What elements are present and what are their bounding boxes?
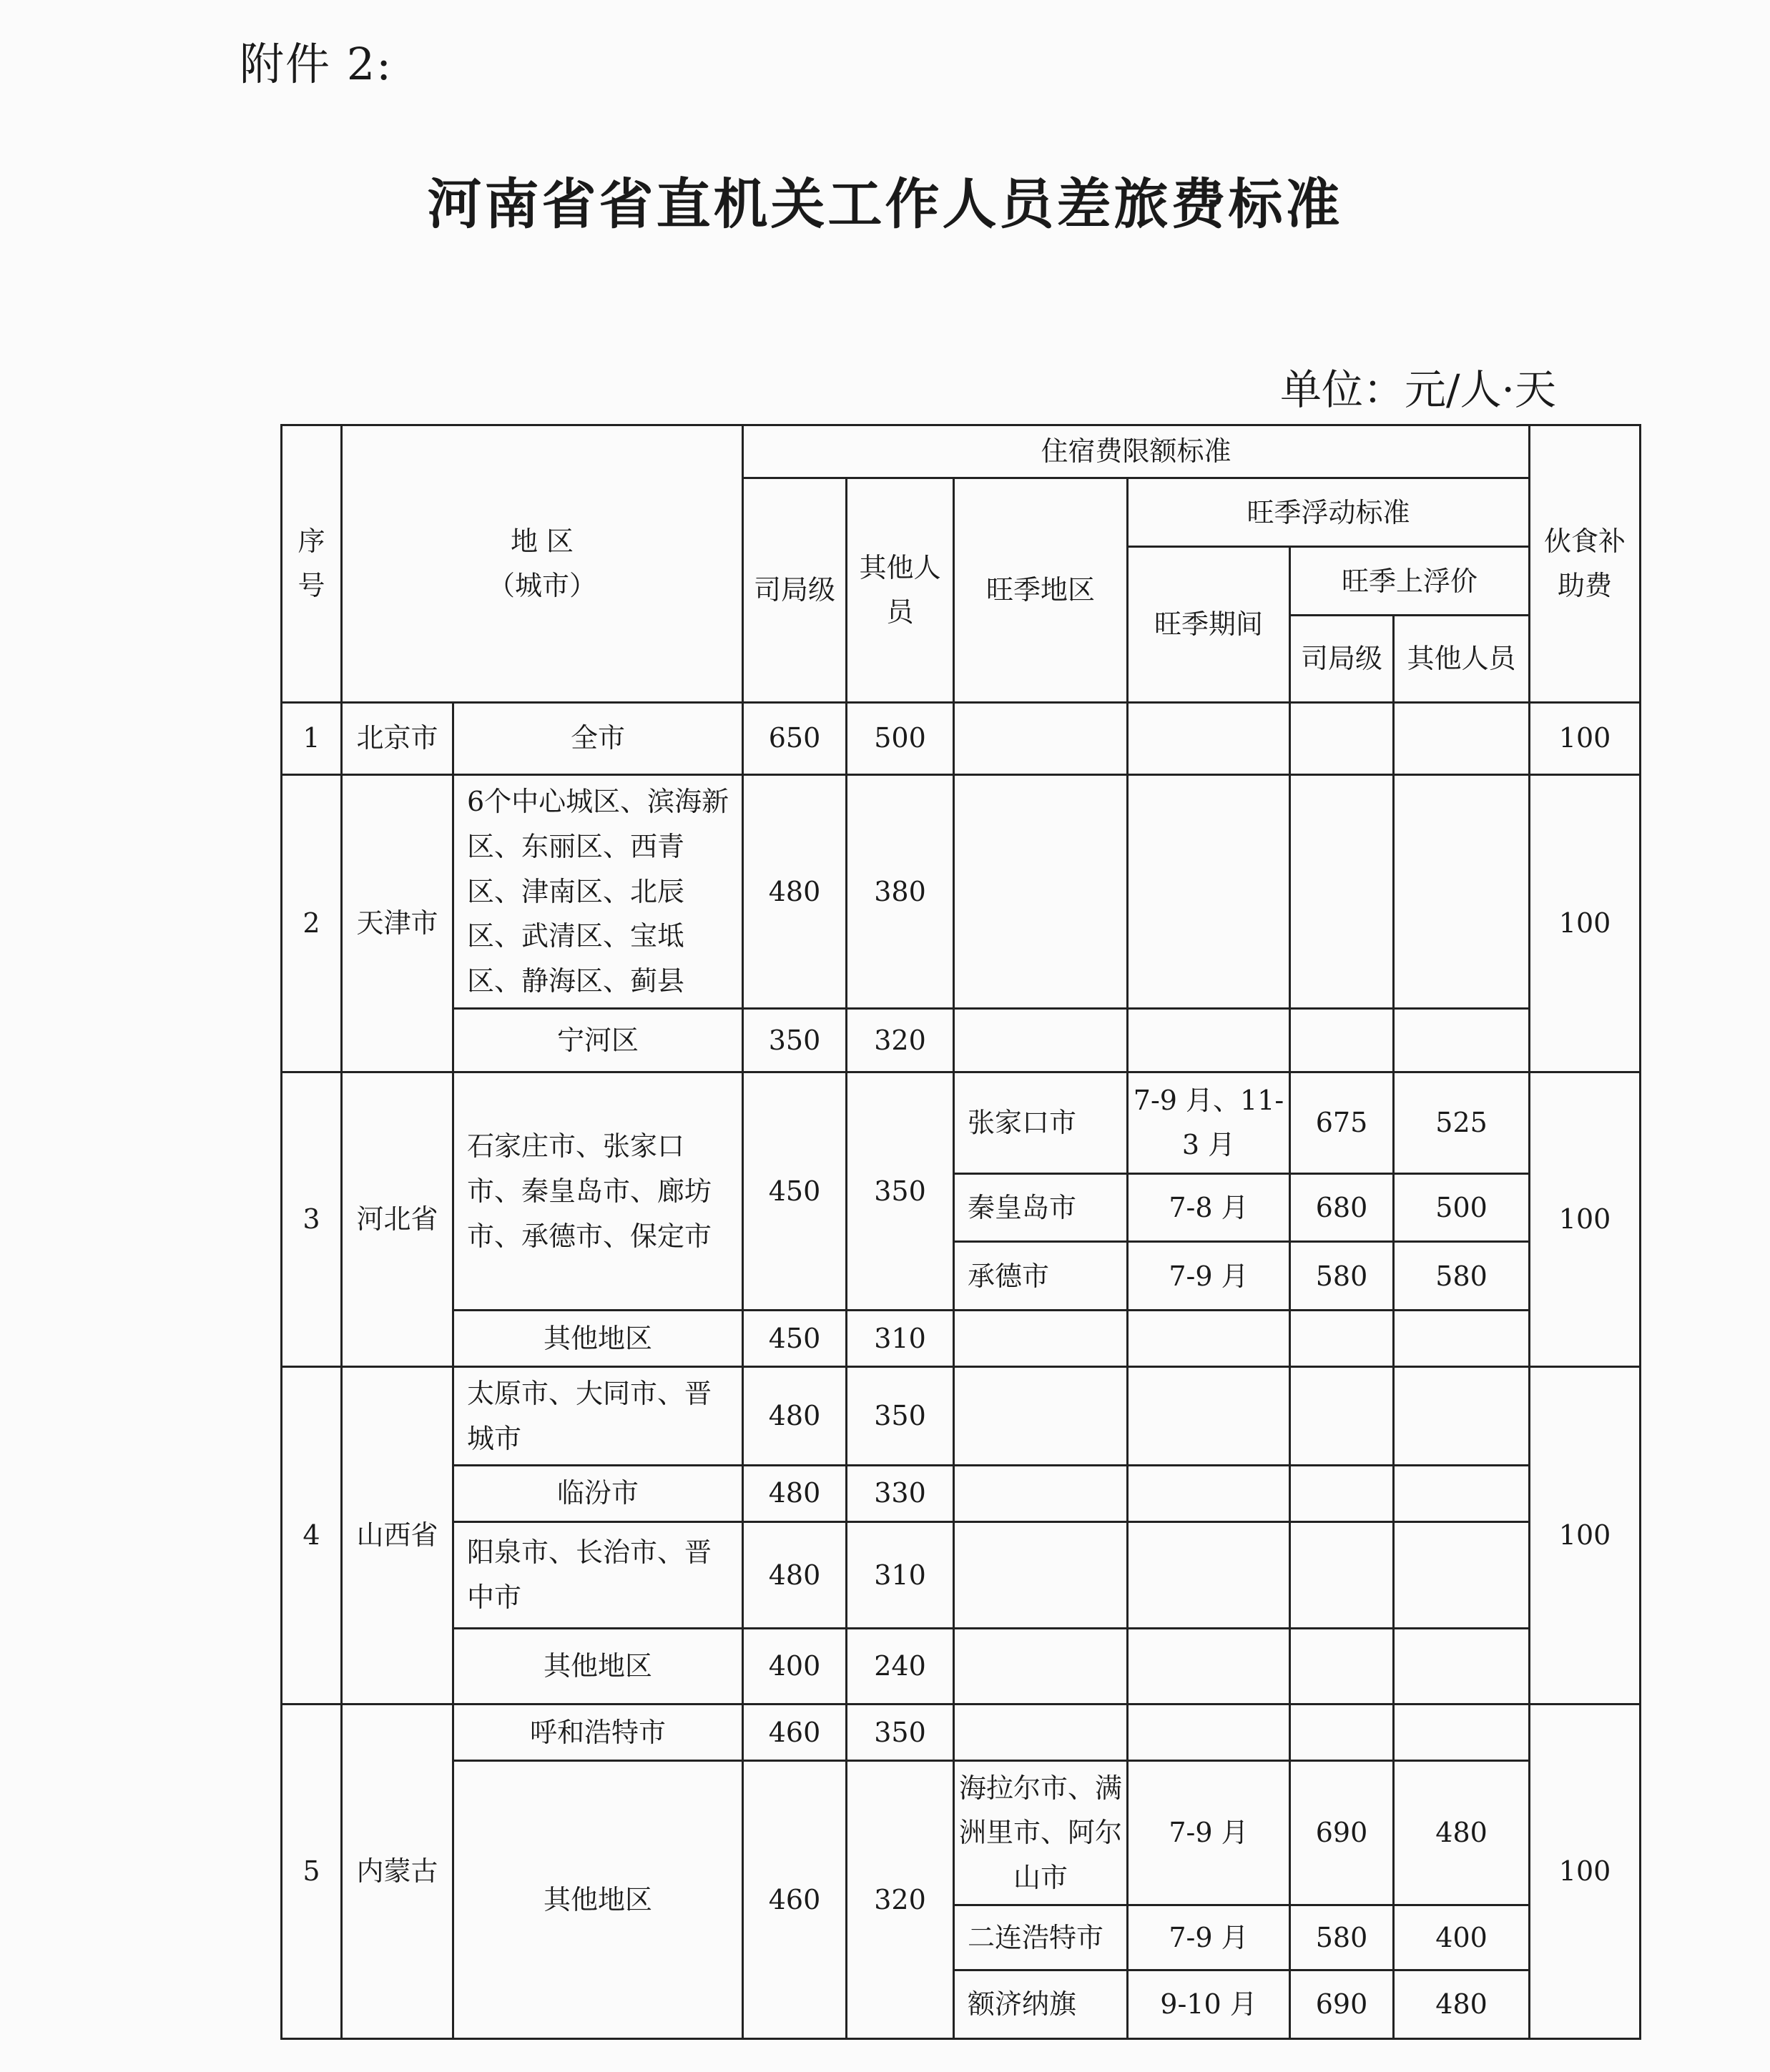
row3-peak-1-others: 525 [1394, 1072, 1530, 1173]
row4-area-1-bureau: 480 [743, 1367, 847, 1466]
row3-peak-2-others: 500 [1394, 1173, 1530, 1242]
row3-meal: 100 [1530, 1072, 1641, 1367]
row4-province: 山西省 [342, 1367, 453, 1705]
row1-peak-others [1394, 702, 1530, 774]
header-region [342, 425, 743, 703]
header-region-title: 地 区 [510, 525, 574, 557]
row5-peak-3-period: 9-10 月 [1128, 1970, 1290, 2038]
row3-peak-1-bureau: 675 [1290, 1072, 1394, 1173]
row1-area: 全市 [453, 702, 743, 774]
row5-peak-3-bureau: 690 [1290, 1970, 1394, 2038]
row2-area-1-others: 380 [847, 774, 954, 1009]
row3-peak-2-bureau: 680 [1290, 1173, 1394, 1242]
row5-area-2-others: 320 [847, 1761, 954, 2039]
row3-peak-3-bureau: 580 [1290, 1242, 1394, 1311]
row5-meal: 100 [1530, 1705, 1641, 2039]
row2-area-2-others: 320 [847, 1009, 954, 1072]
row5-area-1-others: 350 [847, 1705, 954, 1761]
row5-peak-1-bureau: 690 [1290, 1761, 1394, 1905]
row2-area-1-bureau: 480 [743, 774, 847, 1009]
row4-area-2: 临汾市 [453, 1465, 743, 1521]
row4-area-4-bureau: 400 [743, 1629, 847, 1705]
row3-area-2: 其他地区 [453, 1311, 743, 1367]
row4-area-3-bureau: 480 [743, 1521, 847, 1628]
row5-peak-1-others: 480 [1394, 1761, 1530, 1905]
row2-area-2-bureau: 350 [743, 1009, 847, 1072]
header-peak-bureau: 司局级 [1290, 616, 1394, 702]
row3-peak-3-others: 580 [1394, 1242, 1530, 1311]
header-peak-area: 旺季地区 [954, 478, 1128, 702]
row4-meal: 100 [1530, 1367, 1641, 1705]
row1-others: 500 [847, 702, 954, 774]
row5-peak-2-bureau: 580 [1290, 1905, 1394, 1970]
row3-peak-3-area: 承德市 [954, 1242, 1128, 1311]
row3-peak-2-period: 7-8 月 [1128, 1173, 1290, 1242]
row5-peak-1-period: 7-9 月 [1128, 1761, 1290, 1905]
row3-peak-1-period: 7-9 月、11-3 月 [1128, 1072, 1290, 1173]
header-others: 其他人员 [847, 478, 954, 702]
row5-seq: 5 [282, 1705, 342, 2039]
row5-peak-2-others: 400 [1394, 1905, 1530, 1970]
row3-area-2-bureau: 450 [743, 1311, 847, 1367]
header-lodging: 住宿费限额标准 [743, 425, 1530, 478]
header-peak-others: 其他人员 [1394, 616, 1530, 702]
row5-area-1: 呼和浩特市 [453, 1705, 743, 1761]
row5-peak-2-area: 二连浩特市 [954, 1905, 1128, 1970]
row1-province: 北京市 [342, 702, 453, 774]
row1-peak-bureau [1290, 702, 1394, 774]
header-meal: 伙食补助费 [1530, 425, 1641, 703]
row5-area-2-bureau: 460 [743, 1761, 847, 2039]
header-region-sub: （城市） [488, 570, 597, 602]
row4-area-4-others: 240 [847, 1629, 954, 1705]
row4-seq: 4 [282, 1367, 342, 1705]
row2-area-1: 6个中心城区、滨海新区、东丽区、西青区、津南区、北辰区、武清区、宝坻区、静海区、蓟县 [453, 774, 743, 1009]
row3-peak-3-period: 7-9 月 [1128, 1242, 1290, 1311]
row3-province: 河北省 [342, 1072, 453, 1367]
row2-seq: 2 [282, 774, 342, 1072]
row3-peak-1-area: 张家口市 [954, 1072, 1128, 1173]
row5-peak-2-period: 7-9 月 [1128, 1905, 1290, 1970]
row5-peak-3-area: 额济纳旗 [954, 1970, 1128, 2038]
travel-expense-table [280, 424, 1641, 2040]
header-bureau: 司局级 [743, 478, 847, 702]
row1-meal: 100 [1530, 702, 1641, 774]
row3-area-1-bureau: 450 [743, 1072, 847, 1311]
row3-area-2-others: 310 [847, 1311, 954, 1367]
row4-area-4: 其他地区 [453, 1629, 743, 1705]
row3-area-1: 石家庄市、张家口市、秦皇岛市、廊坊市、承德市、保定市 [453, 1072, 743, 1311]
row5-peak-3-others: 480 [1394, 1970, 1530, 2038]
row4-area-1-others: 350 [847, 1367, 954, 1466]
header-peak-up: 旺季上浮价 [1290, 547, 1530, 616]
row4-area-3: 阳泉市、长治市、晋中市 [453, 1521, 743, 1628]
row2-area-2: 宁河区 [453, 1009, 743, 1072]
row5-province: 内蒙古 [342, 1705, 453, 2039]
row3-area-1-others: 350 [847, 1072, 954, 1311]
row4-area-3-others: 310 [847, 1521, 954, 1628]
row1-bureau: 650 [743, 702, 847, 774]
row5-area-1-bureau: 460 [743, 1705, 847, 1761]
row3-peak-2-area: 秦皇岛市 [954, 1173, 1128, 1242]
header-seq: 序号 [282, 425, 342, 703]
row1-peak-area [954, 702, 1128, 774]
row4-area-1: 太原市、大同市、晋城市 [453, 1367, 743, 1466]
attachment-label: 附件 2: [240, 38, 393, 90]
row4-area-2-others: 330 [847, 1465, 954, 1521]
row2-province: 天津市 [342, 774, 453, 1072]
page-title: 河南省省直机关工作人员差旅费标准 [427, 172, 1343, 236]
header-peak-float: 旺季浮动标准 [1128, 478, 1530, 547]
row3-seq: 3 [282, 1072, 342, 1367]
row5-peak-1-area: 海拉尔市、满洲里市、阿尔山市 [954, 1761, 1128, 1905]
header-peak-period: 旺季期间 [1128, 547, 1290, 702]
row4-area-2-bureau: 480 [743, 1465, 847, 1521]
row5-area-2: 其他地区 [453, 1761, 743, 2039]
row2-meal: 100 [1530, 774, 1641, 1072]
unit-label: 单位：元/人·天 [1280, 365, 1556, 414]
row1-seq: 1 [282, 702, 342, 774]
row1-peak-period [1128, 702, 1290, 774]
